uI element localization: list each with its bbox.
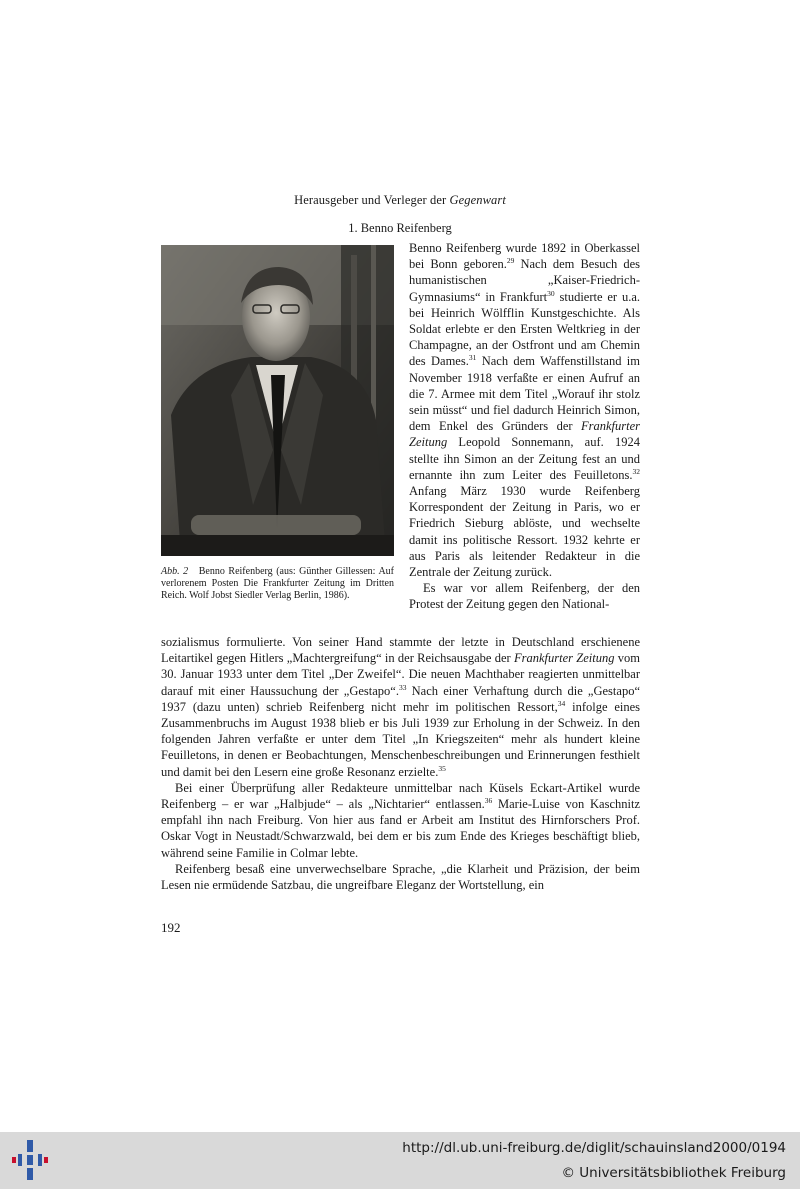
caption-label: Abb. 2 (161, 566, 189, 577)
text-run: infolge eines Zusammenbruchs im August 1938 blieb er bis Juli 1939 zur Erholung in der Schweiz. In den folgenden Jahren verfaßte er unter dem Titel „In Kriegszeiten“ mehr als hundert kleine Feuilletons, in denen er Beobachtungen, Menschenbeschreibungen und Erinnerungen festhielt und damit bei den Lesern eine große Resonanz erzielte. (161, 699, 640, 779)
italic-run: Frankfurter Zeitung (409, 419, 640, 450)
paragraph-2-start (409, 580, 640, 612)
text-run: sozialismus formulierte. Von seiner Hand stammte der letzte in Deutschland erschienene Leitartikel gegen Hitlers „Machtergreifung“ in der Reichsausgabe der (161, 635, 640, 666)
running-head-italic: Gegenwart (449, 193, 506, 207)
text-run: Nach dem Besuch des humanistischen „Kaiser-Friedrich-Gymnasiums“ in Frankfurt (409, 257, 640, 304)
text-run: Es war vor allem Reifenberg, der den Protest der Zeitung gegen den National- (409, 581, 640, 612)
footnote-ref: 34 (557, 698, 566, 708)
text-run: Leopold Sonnemann, auf. 1924 stellte ihn Simon an der Zeitung fest an und ernannte ihn zum Leiter des Feuilletons. (409, 435, 640, 482)
text-run: Anfang März 1930 wurde Reifenberg Korrespondent der Zeitung in Paris, wo er Friedrich Sieburg ablöste, und wechselte damit ins politische Ressort. 1932 kehrte er aus Paris als leitender Redakteur in die Zentrale der Zeitung zurück. (409, 484, 640, 580)
text-run: Nach einer Verhaftung durch die „Gestapo“ 1937 (dazu unten) schrieb Reifenberg nicht mehr im politischen Ressort, (161, 683, 640, 714)
footnote-ref: 29 (506, 256, 515, 266)
text-run: Marie-Luise von Kaschnitz empfahl ihn nach Freiburg. Von hier aus fand er Arbeit am Institut des Hirnforschers Prof. Oskar Vogt in Neustadt/Schwarzwald, bei dem er bis zum Ende des Krieges beschäftigt blieb, während seine Familie in Colmar lebte. (161, 797, 641, 860)
portrait-photo (161, 245, 394, 556)
footnote-ref: 36 (484, 795, 493, 805)
paragraph-3 (161, 780, 640, 861)
footnote-ref: 32 (632, 466, 640, 476)
running-head-text: Herausgeber und Verleger der (294, 193, 447, 207)
footnote-ref: 30 (547, 288, 555, 298)
text-run: Nach dem Waffenstillstand im November 1918 verfaßte er einen Aufruf an die 7. Armee mit dem Titel „Worauf ihr stolz sein müsst“ und fiel dadurch Heinrich Simon, dem Enkel des Gründers der (409, 354, 641, 434)
page-number: 192 (161, 920, 181, 935)
running-head (160, 193, 640, 208)
text-run: studierte er u.a. bei Heinrich Wölfflin Kunstgeschichte. Als Soldat erlebte er den Ersten Weltkrieg in der Champagne, an der Ostfront und am Chemin des Dames. (409, 289, 640, 369)
permalink-url[interactable]: http://dl.ub.uni-freiburg.de/diglit/schauinsland2000/0194 (402, 1140, 786, 1156)
footnote-ref: 33 (398, 682, 407, 692)
text-run: Bei einer Überprüfung aller Redakteure unmittelbar nach Küsels Eckart-Artikel wurde Reifenberg – er war „Halbjude“ – als „Nichtarier“ entlassen. (161, 780, 640, 812)
text-run: Reifenberg besaß eine unverwechselbare Sprache, „die Klarheit und Präzision, der beim Lesen nie ermüdende Satzbau, die ungreifbare Eleganz der Wortstellung, ein (161, 861, 640, 893)
viewer-footer (0, 1132, 800, 1189)
paragraph-1 (409, 240, 640, 580)
logo-graphic (10, 1138, 50, 1182)
full-width-text (161, 634, 640, 893)
paragraph-4 (161, 861, 640, 893)
ub-freiburg-logo-icon (10, 1138, 50, 1182)
text-run: vom 30. Januar 1933 unter dem Titel „Der Zweifel“. Die neuen Machthaber reagierten unmittelbar darauf mit einer Haussuchung der „Gestapo“. (161, 651, 640, 698)
side-column-text (409, 240, 640, 613)
footnote-ref: 31 (468, 353, 477, 363)
figure-caption (161, 566, 394, 601)
portrait-photo-graphic (161, 245, 394, 556)
text-run: Benno Reifenberg wurde 1892 in Oberkassel bei Bonn geboren. (409, 241, 640, 272)
paragraph-2-continued (161, 634, 640, 780)
caption-text: Benno Reifenberg (aus: Günther Gillessen: Auf verlorenem Posten Die Frankfurter Zeitung im Dritten Reich. Wolf Jobst Siedler Verlag Berlin, 1986). (161, 566, 395, 601)
copyright-notice: © Universitätsbibliothek Freiburg (561, 1165, 786, 1181)
chapter-title: 1. Benno Reifenberg (348, 221, 452, 235)
italic-run: Frankfurter Zeitung (513, 651, 615, 666)
footnote-ref: 35 (438, 763, 446, 773)
